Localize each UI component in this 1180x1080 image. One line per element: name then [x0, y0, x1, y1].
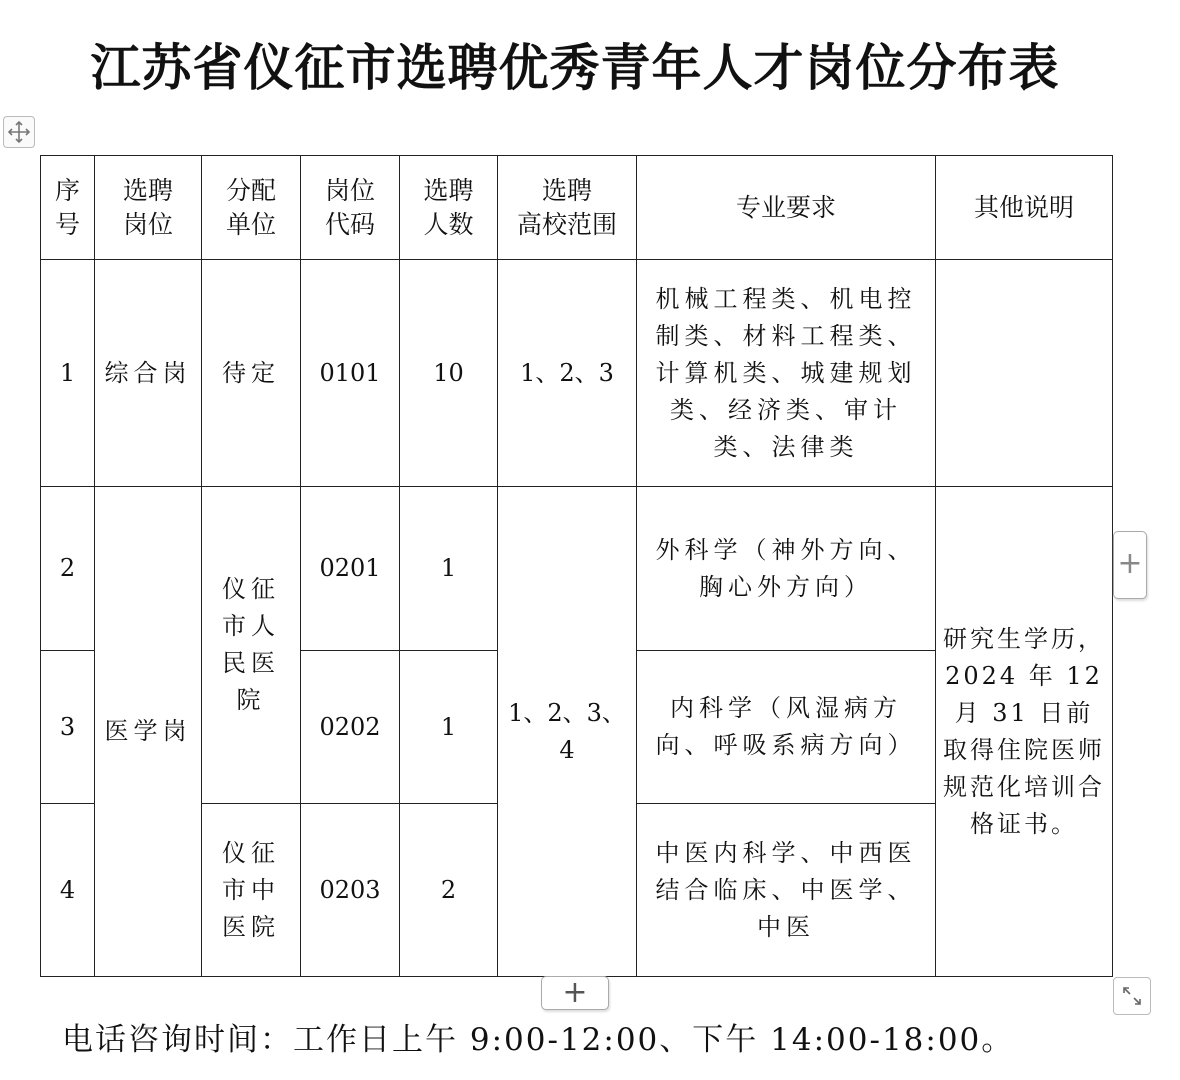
row1-code: 0101: [301, 260, 400, 487]
header-notes: 其他说明: [936, 156, 1113, 260]
row2-major: 外科学（神外方向、胸心外方向）: [637, 487, 936, 651]
add-row-button[interactable]: +: [1113, 531, 1147, 599]
row2-count: 1: [400, 487, 498, 651]
row1-notes: [936, 260, 1113, 487]
page-title: 江苏省仪征市选聘优秀青年人才岗位分布表: [90, 39, 1060, 97]
unit-hospital: 仪征 市人 民医 院: [202, 487, 301, 804]
row4-code: 0203: [301, 804, 400, 977]
row2-seq: 2: [41, 487, 95, 651]
row1-position: 综合岗: [95, 260, 202, 487]
header-major: 专业要求: [637, 156, 936, 260]
row3-code: 0202: [301, 651, 400, 804]
row1-count: 10: [400, 260, 498, 487]
medical-schools: 1、2、3、 4: [498, 487, 637, 977]
row3-count: 1: [400, 651, 498, 804]
row4-major: 中医内科学、中西医结合临床、中医学、中医: [637, 804, 936, 977]
row3-seq: 3: [41, 651, 95, 804]
row1-unit: 待定: [202, 260, 301, 487]
medical-position: 医学岗: [95, 487, 202, 977]
phone-consultation-hours: 电话咨询时间：工作日上午 9:00-12:00、下午 14:00-18:00。: [62, 1022, 1015, 1058]
table-row: [41, 487, 1113, 651]
row1-schools: 1、2、3: [498, 260, 637, 487]
row1-seq: 1: [41, 260, 95, 487]
header-count: 选聘 人数: [400, 156, 498, 260]
table-move-handle-icon[interactable]: [3, 116, 35, 148]
table-resize-icon[interactable]: [1113, 977, 1151, 1015]
row4-seq: 4: [41, 804, 95, 977]
header-unit: 分配 单位: [202, 156, 301, 260]
row3-major: 内科学（风湿病方向、呼吸系病方向）: [637, 651, 936, 804]
row2-code: 0201: [301, 487, 400, 651]
header-schools: 选聘 高校范围: [498, 156, 637, 260]
add-column-button[interactable]: +: [541, 976, 609, 1010]
header-position: 选聘 岗位: [95, 156, 202, 260]
header-seq: 序 号: [41, 156, 95, 260]
table-header-row: [41, 156, 1113, 260]
row1-major: 机械工程类、机电控制类、材料工程类、计算机类、城建规划类、经济类、审计类、法律类: [637, 260, 936, 487]
header-code: 岗位 代码: [301, 156, 400, 260]
job-distribution-table: [40, 155, 1113, 977]
medical-notes: 研究生学历，2024 年 12 月 31 日前取得住院医师规范化培训合格证书。: [936, 487, 1113, 977]
unit-tcm: 仪征 市中 医院: [202, 804, 301, 977]
row4-count: 2: [400, 804, 498, 977]
table-row: [41, 260, 1113, 487]
